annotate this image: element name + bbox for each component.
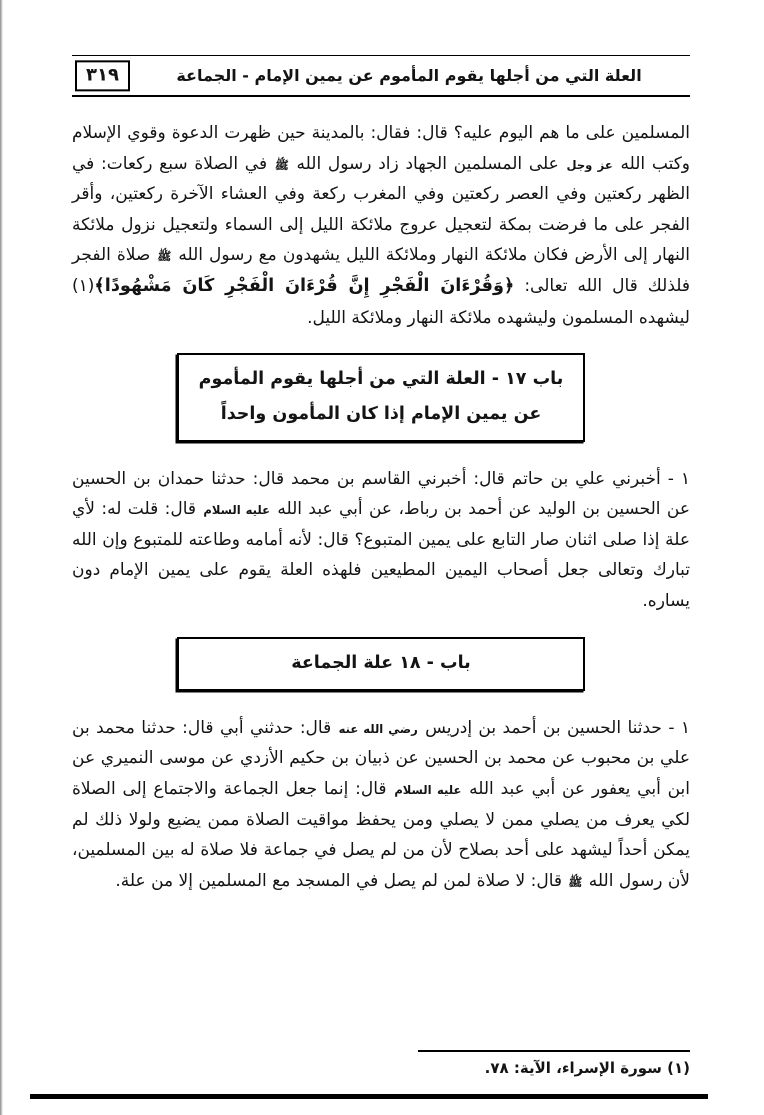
footnote-separator — [418, 1050, 690, 1052]
quran-verse: ﴿وَقُرْءَانَ الْفَجْرِ إِنَّ قُرْءَانَ الْفَجْرِ كَانَ مَشْهُودًا﴾ — [94, 275, 515, 296]
honorific-seal: رضي الله عنه — [338, 721, 418, 736]
chapter-18-title: باب - ١٨ علة الجماعة — [291, 652, 471, 673]
text-segment: (١) ليشهده المسلمون وليشهده ملائكة النهار وملائكة الليل. — [72, 275, 690, 328]
chapter-17-title-line-1: باب ١٧ - العلة التي من أجلها يقوم المأموم — [198, 369, 564, 390]
honorific-seal: ﷺ — [157, 249, 172, 264]
text-segment: في الصلاة سبع ركعات: في الظهر ركعتين وفي العصر ركعتين وفي المغرب ركعة وفي العشاء الآخرة ركعتين، وأقر الفجر على ما فرضت بمكة لتعجيل عروج ملائكة الليل إلى السماء ولتعجيل نزول ملائكة النهار إلى الأرض فكان ملائكة النهار وملائكة الليل يشهدون مع رسول الله — [72, 153, 690, 266]
text-segment: قال: قلت له: لأي علة إذا صلى اثنان صار التابع على يمين المتبوع؟ قال: لأنه أمامه وطاعته للمتبوع وإن الله تبارك وتعالى جعل أصحاب اليمين المطيعين فلهذه العلة يقوم على يمين الإمام دون يساره. — [72, 499, 690, 612]
footnote-text: (١) سورة الإسراء، الآية: ٧٨. — [484, 1059, 690, 1077]
text-segment: قال: إنما جعل الجماعة والاجتماع إلى الصلاة لكي يعرف من يصلي ممن لا يصلي ومن يحفظ مواقيت الصلاة ممن يضيع ولولا ذلك لم يمكن أحداً ليشهد على أحد بصلاح لأن من لم يصل في جماعة فلا صلاة له بين المسلمين، لأن رسول الله — [72, 778, 690, 891]
running-head-title: العلة التي من أجلها يقوم المأموم عن يمين الإمام - الجماعة — [176, 66, 642, 85]
page-content — [72, 55, 690, 910]
text-segment: قال: حدثني أبي قال: حدثنا محمد بن علي بن محبوب عن محمد بن الحسين عن ذبيان بن حكيم الأزدي عن موسى النميري عن ابن أبي يعفور عن أبي عبد الله — [72, 717, 690, 799]
chapter-box-bab-17 — [177, 353, 585, 441]
honorific-seal: ﷺ — [274, 157, 289, 172]
text-segment: المسلمين على ما هم اليوم عليه؟ قال: فقال: بالمدينة حين ظهرت الدعوة وقوي الإسلام وكتب الله — [72, 123, 690, 174]
chapter-17-title-line-2: عن يمين الإمام إذا كان المأمون واحداً — [220, 403, 542, 424]
body-text — [72, 118, 690, 896]
chapter-box-bab-18 — [177, 637, 585, 691]
bottom-rule — [30, 1094, 708, 1099]
honorific-seal: عز وجل — [566, 157, 613, 172]
honorific-seal: عليه السلام — [203, 503, 270, 518]
honorific-seal: ﷺ — [568, 874, 583, 889]
scan-edge-artifact — [0, 0, 3, 1115]
text-segment: على المسلمين الجهاد زاد رسول الله — [289, 153, 566, 174]
text-segment: ١ - حدثنا الحسين بن أحمد بن إدريس — [418, 717, 690, 738]
honorific-seal: عليه السلام — [394, 782, 462, 797]
text-segment: صلاة الفجر فلذلك قال الله تعالى: — [72, 245, 690, 296]
body-paragraph-3 — [72, 713, 690, 897]
footnote-block — [72, 1050, 690, 1077]
text-segment: ١ - أخبرني علي بن حاتم قال: أخبرني القاسم بن محمد قال: حدثنا حمدان بن الحسين عن الحسين بن الوليد عن أحمد بن رباط، عن أبي عبد الله — [72, 468, 690, 520]
body-paragraph-2 — [72, 464, 690, 617]
body-paragraph-1 — [72, 118, 690, 333]
page-header — [72, 55, 690, 97]
text-segment: قال: لا صلاة لمن لم يصل في المسجد مع المسلمين إلا من علة. — [115, 870, 568, 891]
page-number: ٣١٩ — [86, 63, 119, 85]
page-number-box — [75, 60, 130, 91]
